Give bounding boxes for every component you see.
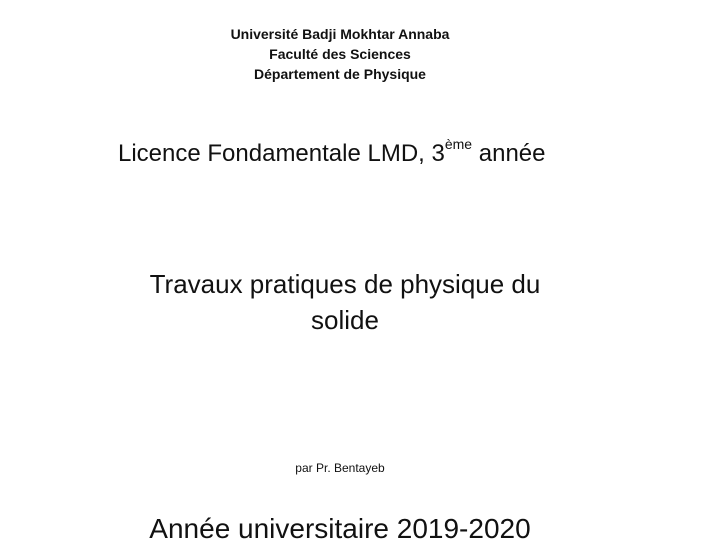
institution-header	[170, 24, 510, 84]
degree-prefix: Licence Fondamentale LMD, 3	[118, 140, 445, 167]
document-title	[100, 266, 590, 338]
degree-superscript: ème	[444, 136, 473, 152]
academic-year: Année universitaire 2019-2020	[149, 513, 531, 544]
title-line-1: Travaux pratiques de physique du	[149, 269, 541, 299]
title-line-2: solide	[311, 305, 379, 335]
degree-line	[118, 138, 546, 170]
faculty-name: Faculté des Sciences	[269, 46, 411, 62]
department-name: Département de Physique	[254, 66, 426, 82]
university-name: Université Badji Mokhtar Annaba	[230, 26, 450, 42]
author-line: par Pr. Bentayeb	[295, 461, 385, 475]
degree-suffix: année	[472, 140, 546, 167]
